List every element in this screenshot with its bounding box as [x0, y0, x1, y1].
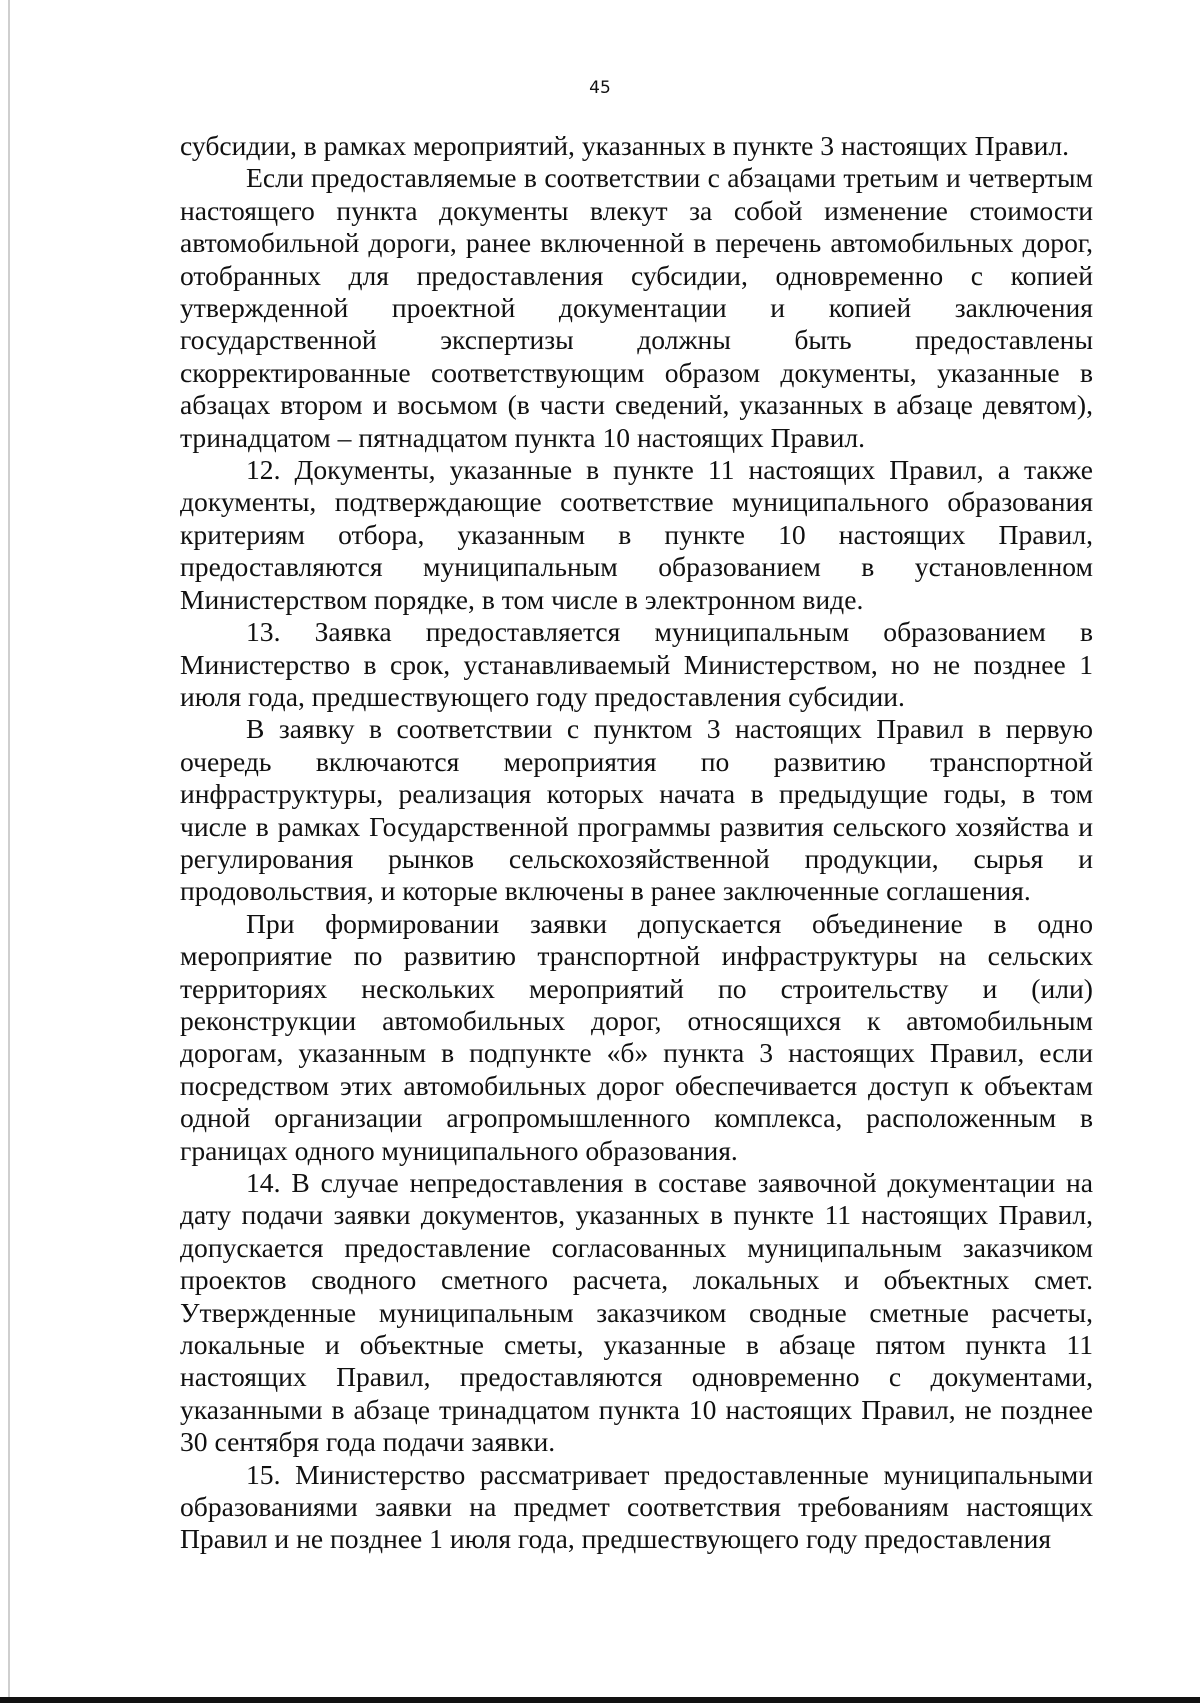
- page-number: 45: [589, 78, 611, 98]
- paragraph-item-13: 13. Заявка предоставляется муниципальным образованием в Министерство в срок, устанавливаемый Министерством, но не позднее 1 июля года, предшествующего году предоставления субсидии.: [180, 616, 1093, 712]
- scan-edge-bottom: [0, 1697, 1200, 1703]
- paragraph-continuation: субсидии, в рамках мероприятий, указанных в пункте 3 настоящих Правил.: [180, 130, 1070, 161]
- paragraph-item-12: 12. Документы, указанные в пункте 11 настоящих Правил, а также документы, подтверждающие соответствие муниципального образования критериям отбора, указанным в пункте 10 настоящих Правил, предоставляются муниципальным образованием в установленном Министерством порядке, в том числе в электронном виде.: [180, 454, 1093, 615]
- paragraph: Если предоставляемые в соответствии с абзацами третьим и четвертым настоящего пункта документы влекут за собой изменение стоимости автомобильной дороги, ранее включенной в перечень автомобильных дорог, отобранных для предоставления субсидии, одновременно с копией утвержденной проектной документации и копией заключения государственной экспертизы должны быть предоставлены скорректированные соответствующим образом документы, указанные в абзацах втором и восьмом (в части сведений, указанных в абзаце девятом), тринадцатом – пятнадцатом пункта 10 настоящих Правил.: [180, 162, 1093, 453]
- paragraph-item-14: 14. В случае непредоставления в составе заявочной документации на дату подачи заявки документов, указанных в пункте 11 настоящих Правил, допускается предоставление согласованных муниципальным заказчиком проектов сводного сметного расчета, локальных и объектных смет. Утвержденные муниципальным заказчиком сводные сметные расчеты, локальные и объектные сметы, указанные в абзаце пятом пункта 11 настоящих Правил, предоставляются одновременно с документами, указанными в абзаце тринадцатом пункта 10 настоящих Правил, не позднее 30 сентября года подачи заявки.: [180, 1167, 1093, 1458]
- paragraph-item-15: 15. Министерство рассматривает предоставленные муниципальными образованиями заявки на предмет соответствия требованиям настоящих Правил и не позднее 1 июля года, предшествующего году предоставления: [180, 1458, 1093, 1555]
- paragraph: При формировании заявки допускается объединение в одно мероприятие по развитию транспортной инфраструктуры на сельских территориях нескольких мероприятий по строительству и (или) реконструкции автомобильных дорог, относящихся к автомобильным дорогам, указанным в подпункте «б» пункта 3 настоящих Правил, если посредством этих автомобильных дорог обеспечивается доступ к объектам одной организации агропромышленного комплекса, расположенным в границах одного муниципального образования.: [180, 907, 1093, 1166]
- scan-edge-left: [8, 0, 10, 1703]
- paragraph: В заявку в соответствии с пунктом 3 настоящих Правил в первую очередь включаются мероприятия по развитию транспортной инфраструктуры, реализация которых начата в предыдущие годы, в том числе в рамках Государственной программы развития сельского хозяйства и регулирования рынков сельскохозяйственной продукции, сырья и продовольствия, и которые включены в ранее заключенные соглашения.: [180, 713, 1093, 907]
- body-text: [180, 130, 1093, 1556]
